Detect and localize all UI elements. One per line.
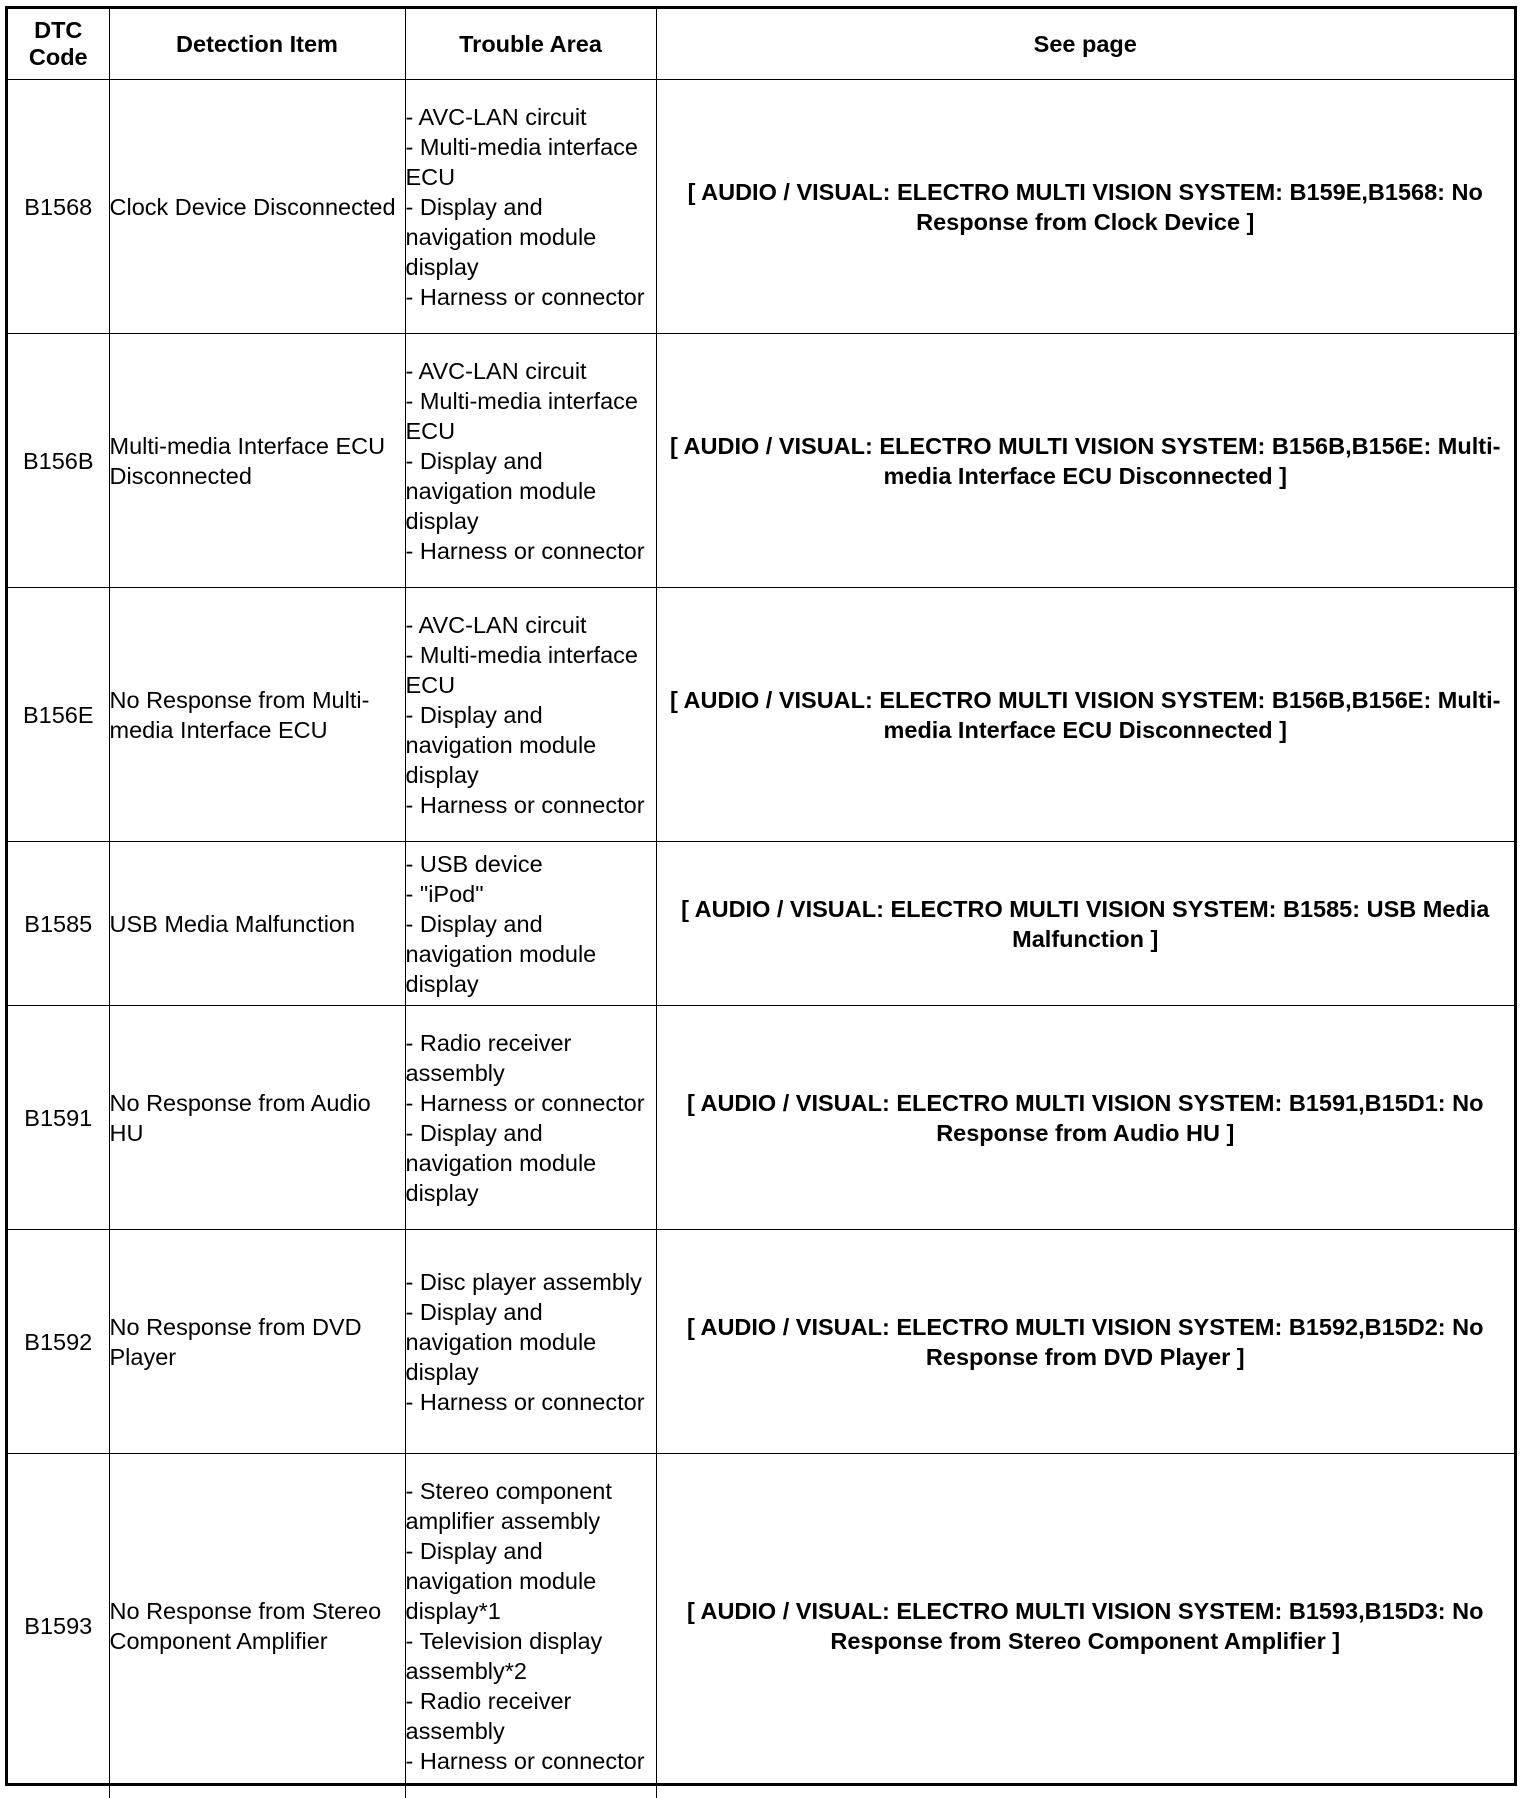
dtc-table-frame — [5, 6, 1517, 1786]
dtc-code-cell: B1585 — [8, 842, 109, 1006]
trouble-area-item: - AVC-LAN circuit — [405, 611, 587, 638]
detection-item-cell: No Response from DVD Player — [109, 1230, 405, 1454]
trouble-area-item: - Harness or connector — [405, 791, 645, 818]
trouble-area-item: - Display and navigation module display — [405, 910, 597, 997]
see-page-cell — [656, 1454, 1514, 1798]
table-row — [8, 588, 1514, 842]
trouble-area-cell — [405, 334, 656, 588]
trouble-area-item: - USB device — [405, 850, 543, 877]
trouble-area-item: - Multi-media interface ECU — [405, 641, 638, 698]
detection-item-cell: USB Media Malfunction — [109, 842, 405, 1006]
dtc-code-cell: B156B — [8, 334, 109, 588]
dtc-table — [8, 9, 1514, 1798]
see-page-link[interactable]: [ AUDIO / VISUAL: ELECTRO MULTI VISION SYSTEM: B1591,B15D1: No Response from Audio HU ] — [687, 1089, 1484, 1146]
table-row — [8, 1230, 1514, 1454]
dtc-code-cell: B1568 — [8, 80, 109, 334]
see-page-link[interactable]: [ AUDIO / VISUAL: ELECTRO MULTI VISION SYSTEM: B1592,B15D2: No Response from DVD Player ] — [687, 1313, 1484, 1370]
trouble-area-item: - Radio receiver assembly — [405, 1029, 572, 1086]
trouble-area-item: - Multi-media interface ECU — [405, 133, 638, 190]
header-dtc-code-line1: DTC — [34, 17, 83, 43]
trouble-area-cell — [405, 842, 656, 1006]
trouble-area-item: - Harness or connector — [405, 1747, 645, 1774]
trouble-area-item: - Harness or connector — [405, 537, 645, 564]
trouble-area-cell — [405, 1006, 656, 1230]
trouble-area-item: - Multi-media interface ECU — [405, 387, 638, 444]
trouble-area-cell — [405, 1230, 656, 1454]
see-page-link[interactable]: [ AUDIO / VISUAL: ELECTRO MULTI VISION SYSTEM: B1585: USB Media Malfunction ] — [681, 895, 1490, 952]
detection-item-cell: Multi-media Interface ECU Disconnected — [109, 334, 405, 588]
dtc-code-cell: B1591 — [8, 1006, 109, 1230]
header-dtc-code — [8, 9, 109, 80]
table-row — [8, 1454, 1514, 1798]
table-header-row — [8, 9, 1514, 80]
detection-item-cell: No Response from Audio HU — [109, 1006, 405, 1230]
trouble-area-item: - Stereo component amplifier assembly — [405, 1477, 612, 1534]
detection-item-cell: No Response from Multi-media Interface ECU — [109, 588, 405, 842]
trouble-area-item: - AVC-LAN circuit — [405, 103, 587, 130]
detection-item-cell: Clock Device Disconnected — [109, 80, 405, 334]
trouble-area-item: - Harness or connector — [405, 1089, 645, 1116]
see-page-link[interactable]: [ AUDIO / VISUAL: ELECTRO MULTI VISION SYSTEM: B156B,B156E: Multi-media Interface ECU Disconnected ] — [670, 432, 1501, 489]
header-dtc-code-line2: Code — [28, 44, 88, 70]
trouble-area-cell — [405, 588, 656, 842]
table-body — [8, 80, 1514, 1798]
trouble-area-item: - Harness or connector — [405, 1388, 645, 1415]
trouble-area-item: - Television display assembly*2 — [405, 1627, 603, 1684]
header-see-page: See page — [656, 9, 1514, 80]
see-page-cell — [656, 80, 1514, 334]
see-page-cell — [656, 1006, 1514, 1230]
detection-item-cell: No Response from Stereo Component Amplifier — [109, 1454, 405, 1798]
see-page-link[interactable]: [ AUDIO / VISUAL: ELECTRO MULTI VISION SYSTEM: B159E,B1568: No Response from Clock Device ] — [687, 178, 1483, 235]
trouble-area-item: - Display and navigation module display — [405, 447, 597, 534]
table-row — [8, 334, 1514, 588]
header-detection-item: Detection Item — [109, 9, 405, 80]
trouble-area-item: - Harness or connector — [405, 283, 645, 310]
see-page-link[interactable]: [ AUDIO / VISUAL: ELECTRO MULTI VISION SYSTEM: B1593,B15D3: No Response from Stereo Component Amplifier ] — [687, 1597, 1484, 1654]
see-page-cell — [656, 588, 1514, 842]
see-page-cell — [656, 334, 1514, 588]
trouble-area-item: - Display and navigation module display*1 — [405, 1537, 597, 1624]
trouble-area-item: - Display and navigation module display — [405, 1119, 597, 1206]
dtc-code-cell: B156E — [8, 588, 109, 842]
dtc-code-cell: B1592 — [8, 1230, 109, 1454]
table-row — [8, 842, 1514, 1006]
see-page-cell — [656, 842, 1514, 1006]
header-trouble-area: Trouble Area — [405, 9, 656, 80]
trouble-area-cell — [405, 80, 656, 334]
trouble-area-cell — [405, 1454, 656, 1798]
table-row — [8, 1006, 1514, 1230]
table-row — [8, 80, 1514, 334]
see-page-cell — [656, 1230, 1514, 1454]
dtc-code-cell: B1593 — [8, 1454, 109, 1798]
trouble-area-item: - Radio receiver assembly — [405, 1687, 572, 1744]
trouble-area-item: - Disc player assembly — [405, 1268, 642, 1295]
trouble-area-item: - Display and navigation module display — [405, 1298, 597, 1385]
trouble-area-item: - Display and navigation module display — [405, 701, 597, 788]
trouble-area-item: - Display and navigation module display — [405, 193, 597, 280]
trouble-area-item: - "iPod" — [405, 880, 484, 907]
see-page-link[interactable]: [ AUDIO / VISUAL: ELECTRO MULTI VISION SYSTEM: B156B,B156E: Multi-media Interface ECU Disconnected ] — [670, 686, 1501, 743]
trouble-area-item: - AVC-LAN circuit — [405, 357, 587, 384]
